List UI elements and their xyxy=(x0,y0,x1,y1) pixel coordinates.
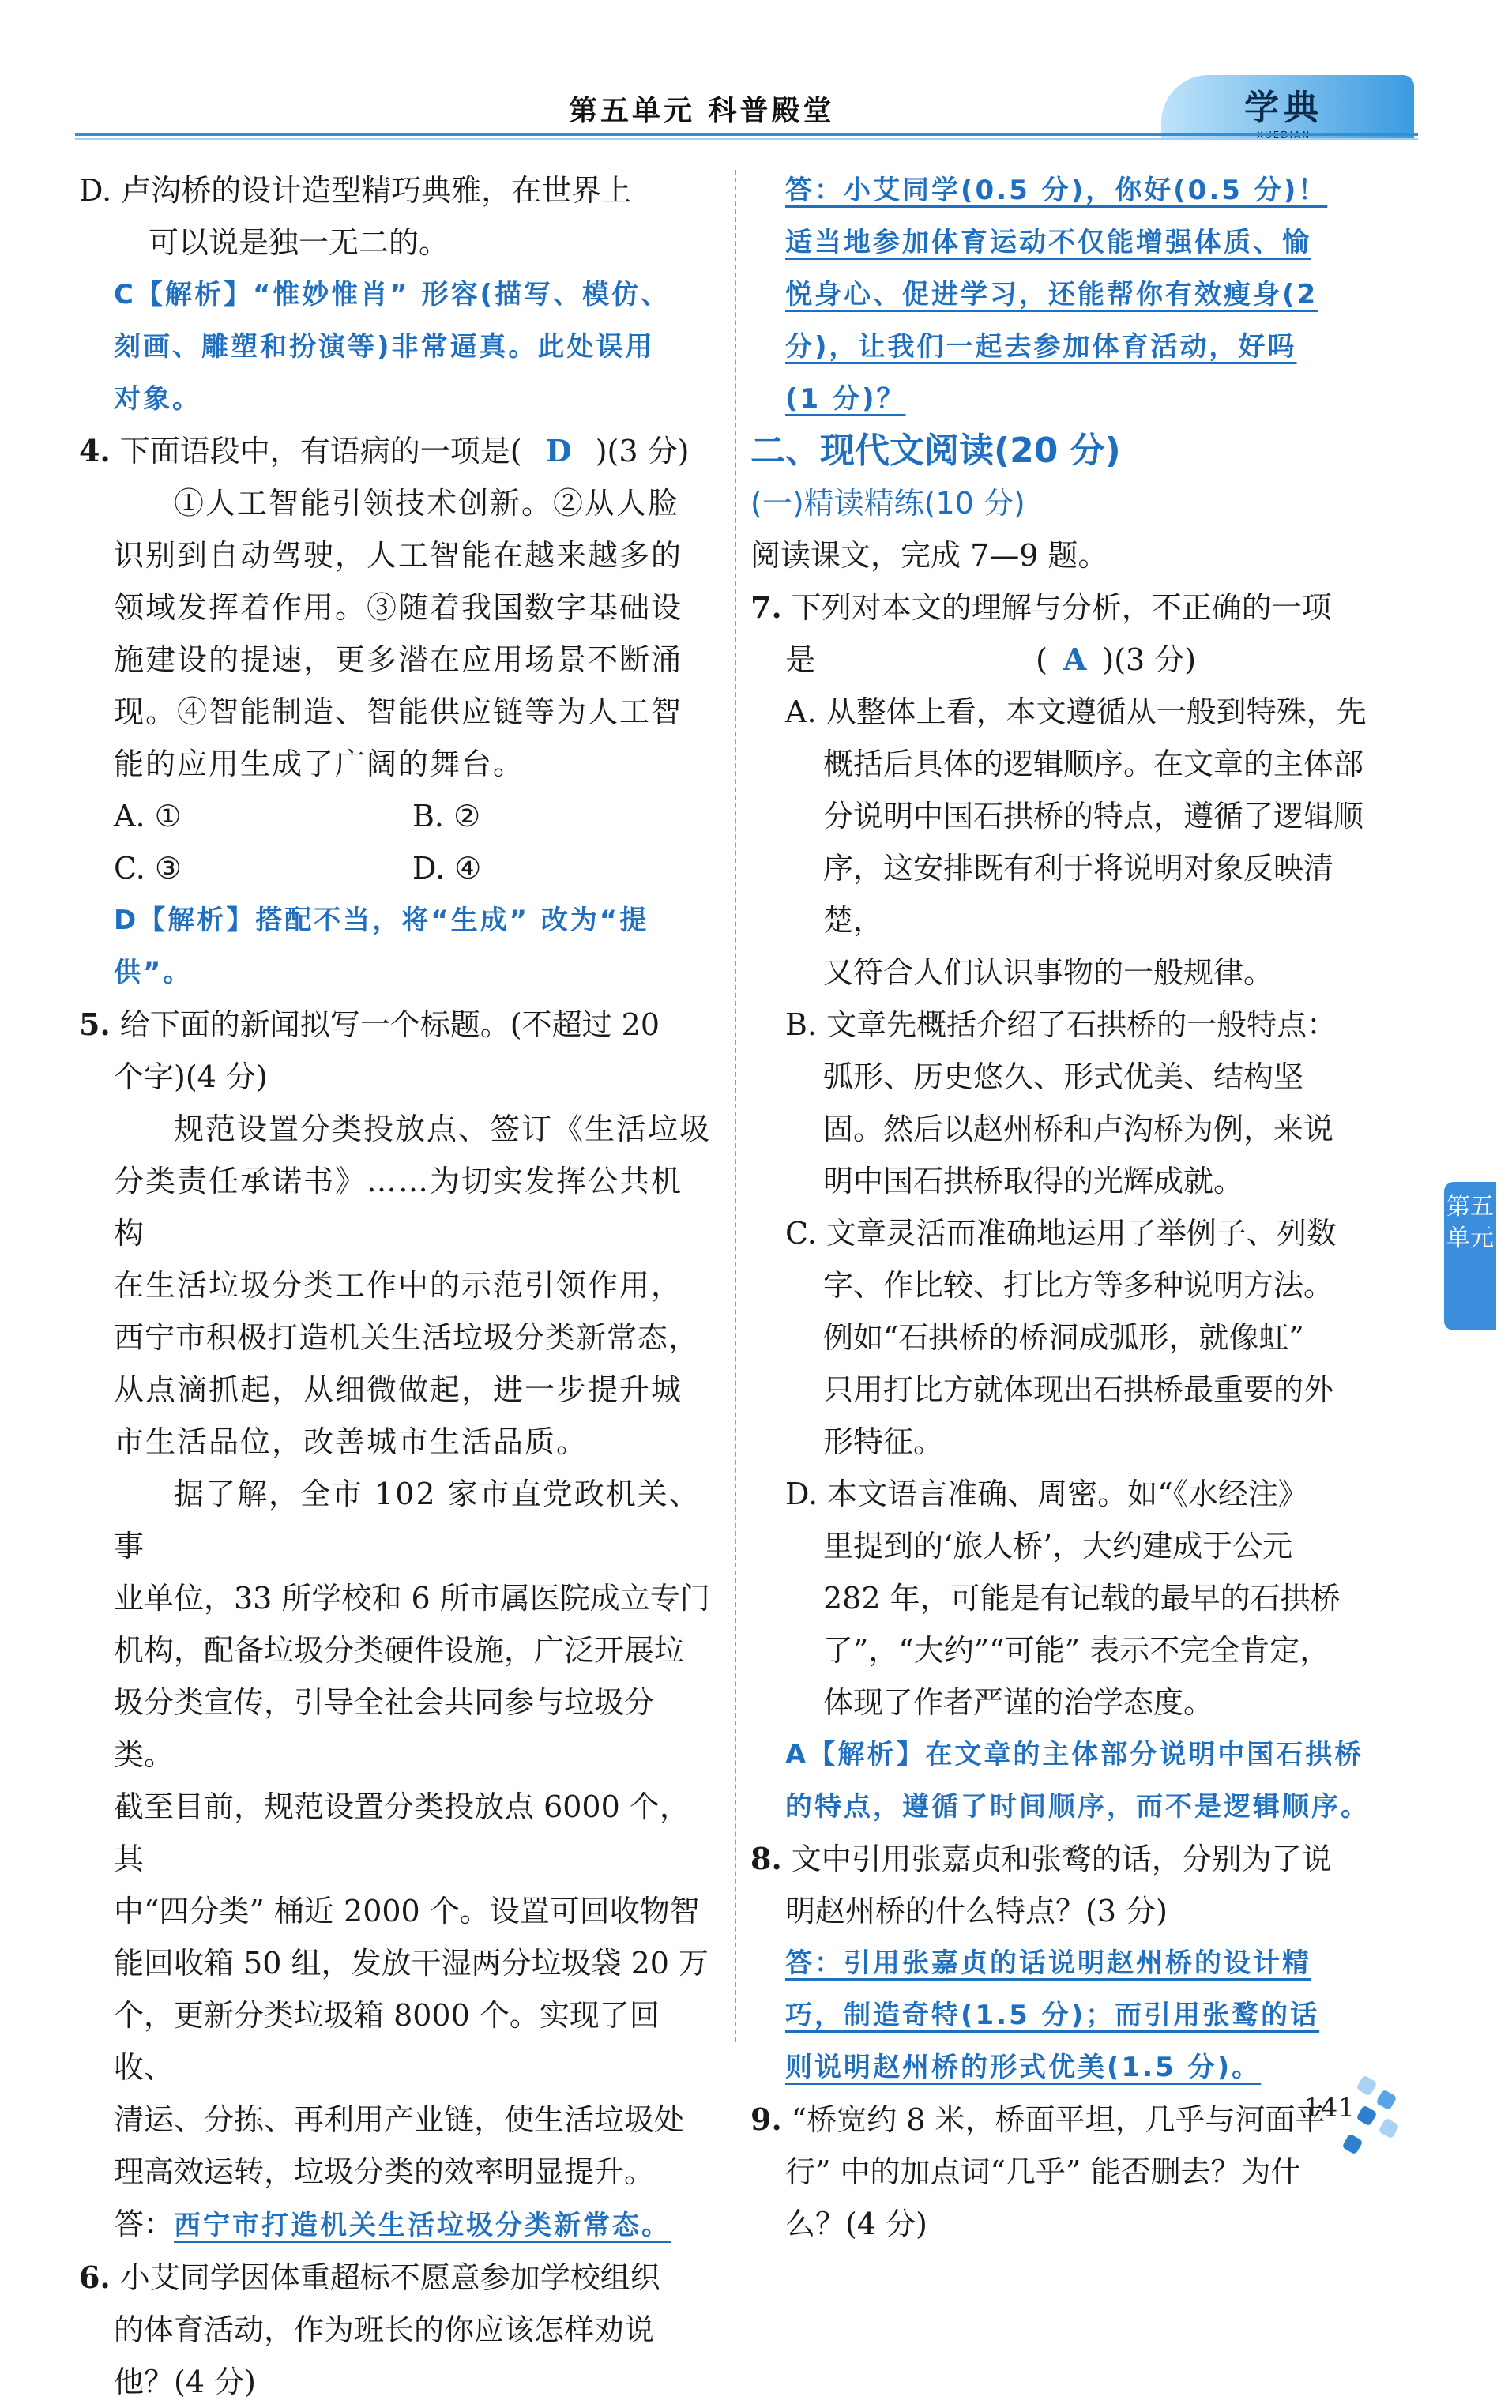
answer-text: 西宁市打造机关生活垃圾分类新常态。 xyxy=(174,2210,671,2241)
section-heading: 二、现代文阅读(20 分) xyxy=(750,431,1121,471)
q7-option-a-line: 分说明中国石拱桥的特点，遵循了逻辑顺 xyxy=(823,799,1364,833)
question-number: 6. xyxy=(79,2259,111,2295)
q4-passage-line: ①人工智能引领技术创新。②从人脸 xyxy=(174,486,680,521)
q7-option-d-line: 282 年，可能是有记载的最早的石拱桥 xyxy=(823,1581,1341,1616)
q7-option-d-line: 了”，“大约”“可能” 表示不完全肯定， xyxy=(823,1633,1330,1668)
q5-passage-line: 西宁市积极打造机关生活垃圾分类新常态， xyxy=(114,1320,700,1355)
q6-answer-line: 答：小艾同学(0.5 分)，你好(0.5 分)！ xyxy=(785,175,1328,206)
question-text-cont: 明赵州桥的什么特点？(3 分) xyxy=(785,1894,1168,1928)
q8-answer-line: 则说明赵州桥的形式优美(1.5 分)。 xyxy=(785,2052,1262,2083)
question-5 xyxy=(79,999,711,1051)
question-text: 下面语段中，有语病的一项是( xyxy=(119,434,522,468)
q7-option-a-line: 序，这安排既有利于将说明对象反映清楚， xyxy=(823,851,1334,938)
question-6 xyxy=(79,2252,711,2304)
option-b: B. ② xyxy=(412,799,481,833)
page-number: 141 xyxy=(1303,2092,1355,2124)
header-rule xyxy=(75,133,1418,136)
q4-passage-line: 领域发挥着作用。③随着我国数字基础设 xyxy=(114,590,683,625)
logo xyxy=(1224,79,1343,141)
q5-passage-line: 在生活垃圾分类工作中的示范引领作用， xyxy=(114,1268,683,1303)
question-number: 4. xyxy=(79,433,111,468)
question-text: 是 xyxy=(785,642,816,677)
q7-option-b-line: 弧形、历史悠久、形式优美、结构坚 xyxy=(823,1059,1304,1094)
question-8 xyxy=(750,1833,1382,1885)
option-c: C. ③ xyxy=(114,851,182,886)
q5-passage-line: 个，更新分类垃圾箱 8000 个。实现了回收、 xyxy=(114,1998,660,2085)
q4-analysis: D【解析】搭配不当，将“生成” 改为“提供”。 xyxy=(114,905,649,988)
q5-passage-line: 清运、分拣、再利用产业链，使生活垃圾处 xyxy=(114,2102,685,2137)
page-header-title: 第五单元 科普殿堂 xyxy=(569,94,835,127)
question-text: 文中引用张嘉贞和张鹜的话，分别为了说 xyxy=(791,1842,1332,1876)
q3-option-d: D. 卢沟桥的设计造型精巧典雅，在世界上 xyxy=(79,173,632,208)
q4-options-row xyxy=(79,790,711,842)
q7-option-c-line: 只用打比方就体现出石拱桥最重要的外 xyxy=(823,1372,1334,1407)
q7-option-b-line: 固。然后以赵州桥和卢沟桥为例，来说 xyxy=(823,1112,1334,1146)
q8-answer-line: 巧，制造奇特(1.5 分)；而引用张鹜的话 xyxy=(785,2000,1320,2031)
question-9 xyxy=(750,2094,1382,2146)
answer-label: 答： xyxy=(114,2207,175,2241)
q7-option-d-line: 里提到的‘旅人桥’，大约建成于公元 xyxy=(823,1529,1293,1563)
question-7 xyxy=(750,581,1382,634)
q8-answer-line: 答：引用张嘉贞的话说明赵州桥的设计精 xyxy=(785,1947,1311,1979)
answer-choice: D xyxy=(545,433,572,468)
q7-option-d-line: D. 本文语言准确、周密。如“《水经注》 xyxy=(785,1477,1308,1511)
question-number: 8. xyxy=(750,1841,782,1876)
question-number: 5. xyxy=(79,1006,111,1042)
question-text: 给下面的新闻拟写一个标题。(不超过 20 xyxy=(119,1007,660,1042)
question-text-cont: 的体育活动，作为班长的你应该怎样劝说 xyxy=(114,2312,655,2347)
q5-passage-line: 能回收箱 50 组，发放干湿两分垃圾袋 20 万 xyxy=(114,1946,709,1981)
q6-answer-line: (1 分)？ xyxy=(785,383,906,415)
left-column xyxy=(79,164,711,2408)
q5-passage-line: 分类责任承诺书》……为切实发挥公共机构 xyxy=(114,1164,683,1251)
q7-option-b-line: B. 文章先概括介绍了石拱桥的一般特点： xyxy=(785,1007,1337,1042)
q5-passage-line: 截至目前，规范设置分类投放点 6000 个，其 xyxy=(114,1789,690,1876)
q7-option-b-line: 明中国石拱桥取得的光辉成就。 xyxy=(823,1164,1244,1198)
q5-passage-line: 市生活品位，改善城市生活品质。 xyxy=(114,1424,589,1459)
q4-passage-line: 施建设的提速，更多潜在应用场景不断涌 xyxy=(114,642,683,677)
q5-passage-line: 据了解，全市 102 家市直党政机关、事 xyxy=(114,1477,701,1563)
q3-analysis-line: 刻画、雕塑和扮演等)非常逼真。此处误用 xyxy=(114,331,655,363)
q7-option-c-line: 字、作比较、打比方等多种说明方法。 xyxy=(823,1268,1334,1303)
header-rule-thin xyxy=(75,138,1418,140)
q5-answer xyxy=(79,2198,711,2252)
question-text: 下列对本文的理解与分析，不正确的一项 xyxy=(791,590,1332,625)
option-d: D. ④ xyxy=(412,851,482,886)
q7-option-a-line: 又符合人们认识事物的一般规律。 xyxy=(823,955,1274,990)
q5-passage-line: 从点滴抓起，从细微做起，进一步提升城 xyxy=(114,1372,683,1407)
q5-passage-line: 机构，配备垃圾分类硬件设施，广泛开展垃 xyxy=(114,1633,685,1668)
q4-options-row xyxy=(79,842,711,894)
logo-main: 学典 xyxy=(1244,88,1323,128)
q7-option-d-line: 体现了作者严谨的治学态度。 xyxy=(823,1685,1214,1720)
question-number: 7. xyxy=(750,589,782,625)
question-text: “桥宽约 8 米，桥面平坦，几乎与河面平 xyxy=(791,2102,1326,2137)
q7-option-a-line: 概括后具体的逻辑顺序。在文章的主体部 xyxy=(823,747,1364,781)
right-column xyxy=(750,164,1382,2250)
question-text-cont: 行” 中的加点词“几乎” 能否删去？为什 xyxy=(785,2154,1301,2189)
question-text-cont: 么？(4 分) xyxy=(785,2207,927,2241)
q3-analysis-line: 对象。 xyxy=(114,383,201,415)
q5-passage-line: 理高效运转，垃圾分类的效率明显提升。 xyxy=(114,2154,655,2189)
q5-passage-line: 业单位，33 所学校和 6 所市属医院成立专门 xyxy=(114,1581,710,1616)
q3-option-d-cont: 可以说是独一无二的。 xyxy=(149,225,449,260)
q6-answer-line: 悦身心、促进学习，还能帮你有效瘦身(2 xyxy=(785,279,1318,310)
q6-answer-line: 适当地参加体育运动不仅能增强体质、愉 xyxy=(785,227,1311,258)
q4-passage-line: 能的应用生成了广阔的舞台。 xyxy=(114,747,525,781)
q6-answer-line: 分)，让我们一起去参加体育活动，好吗 xyxy=(785,331,1297,363)
q3-analysis-line: C【解析】“惟妙惟肖” 形容(描写、模仿、 xyxy=(114,279,671,310)
q7-option-a-line: A. 从整体上看，本文遵循从一般到特殊，先 xyxy=(785,694,1367,729)
q5-passage-line: 规范设置分类投放点、签订《生活垃圾 xyxy=(174,1112,712,1146)
q7-analysis-line: 的特点，遵循了时间顺序，而不是逻辑顺序。 xyxy=(785,1791,1370,1823)
question-number: 9. xyxy=(750,2101,782,2137)
q7-option-c-line: C. 文章灵活而准确地运用了举例子、列数 xyxy=(785,1216,1337,1251)
q5-passage-line: 圾分类宣传，引导全社会共同参与垃圾分类。 xyxy=(114,1685,655,1772)
subsection-heading: (一)精读精练(10 分) xyxy=(750,486,1025,521)
q7-option-c-line: 形特征。 xyxy=(823,1424,944,1459)
question-score: )(3 分) xyxy=(1102,642,1197,677)
q4-passage-line: 现。④智能制造、智能供应链等为人工智 xyxy=(114,694,683,729)
q7-option-c-line: 例如“石拱桥的桥洞成弧形，就像虹” xyxy=(823,1320,1304,1355)
answer-choice: A xyxy=(1063,642,1087,677)
question-text: 小艾同学因体重超标不愿意参加学校组织 xyxy=(119,2260,660,2295)
question-text-cont: 个字)(4 分) xyxy=(114,1059,268,1094)
question-score: )(3 分) xyxy=(595,434,690,468)
q7-analysis-line: A【解析】在文章的主体部分说明中国石拱桥 xyxy=(785,1739,1364,1770)
unit-side-tab: 第五单元 xyxy=(1444,1182,1496,1330)
q4-passage-line: 识别到自动驾驶，人工智能在越来越多的 xyxy=(114,538,683,573)
question-4 xyxy=(79,425,711,477)
q5-passage-line: 中“四分类” 桶近 2000 个。设置可回收物智 xyxy=(114,1894,700,1928)
column-divider xyxy=(735,170,736,2042)
reading-instruction: 阅读课文，完成 7—9 题。 xyxy=(750,538,1108,573)
question-text-cont: 他？(4 分) xyxy=(114,2365,256,2399)
question-text-cont: 是 ( A )(3 分) xyxy=(785,642,1197,677)
option-a: A. ① xyxy=(114,799,182,833)
